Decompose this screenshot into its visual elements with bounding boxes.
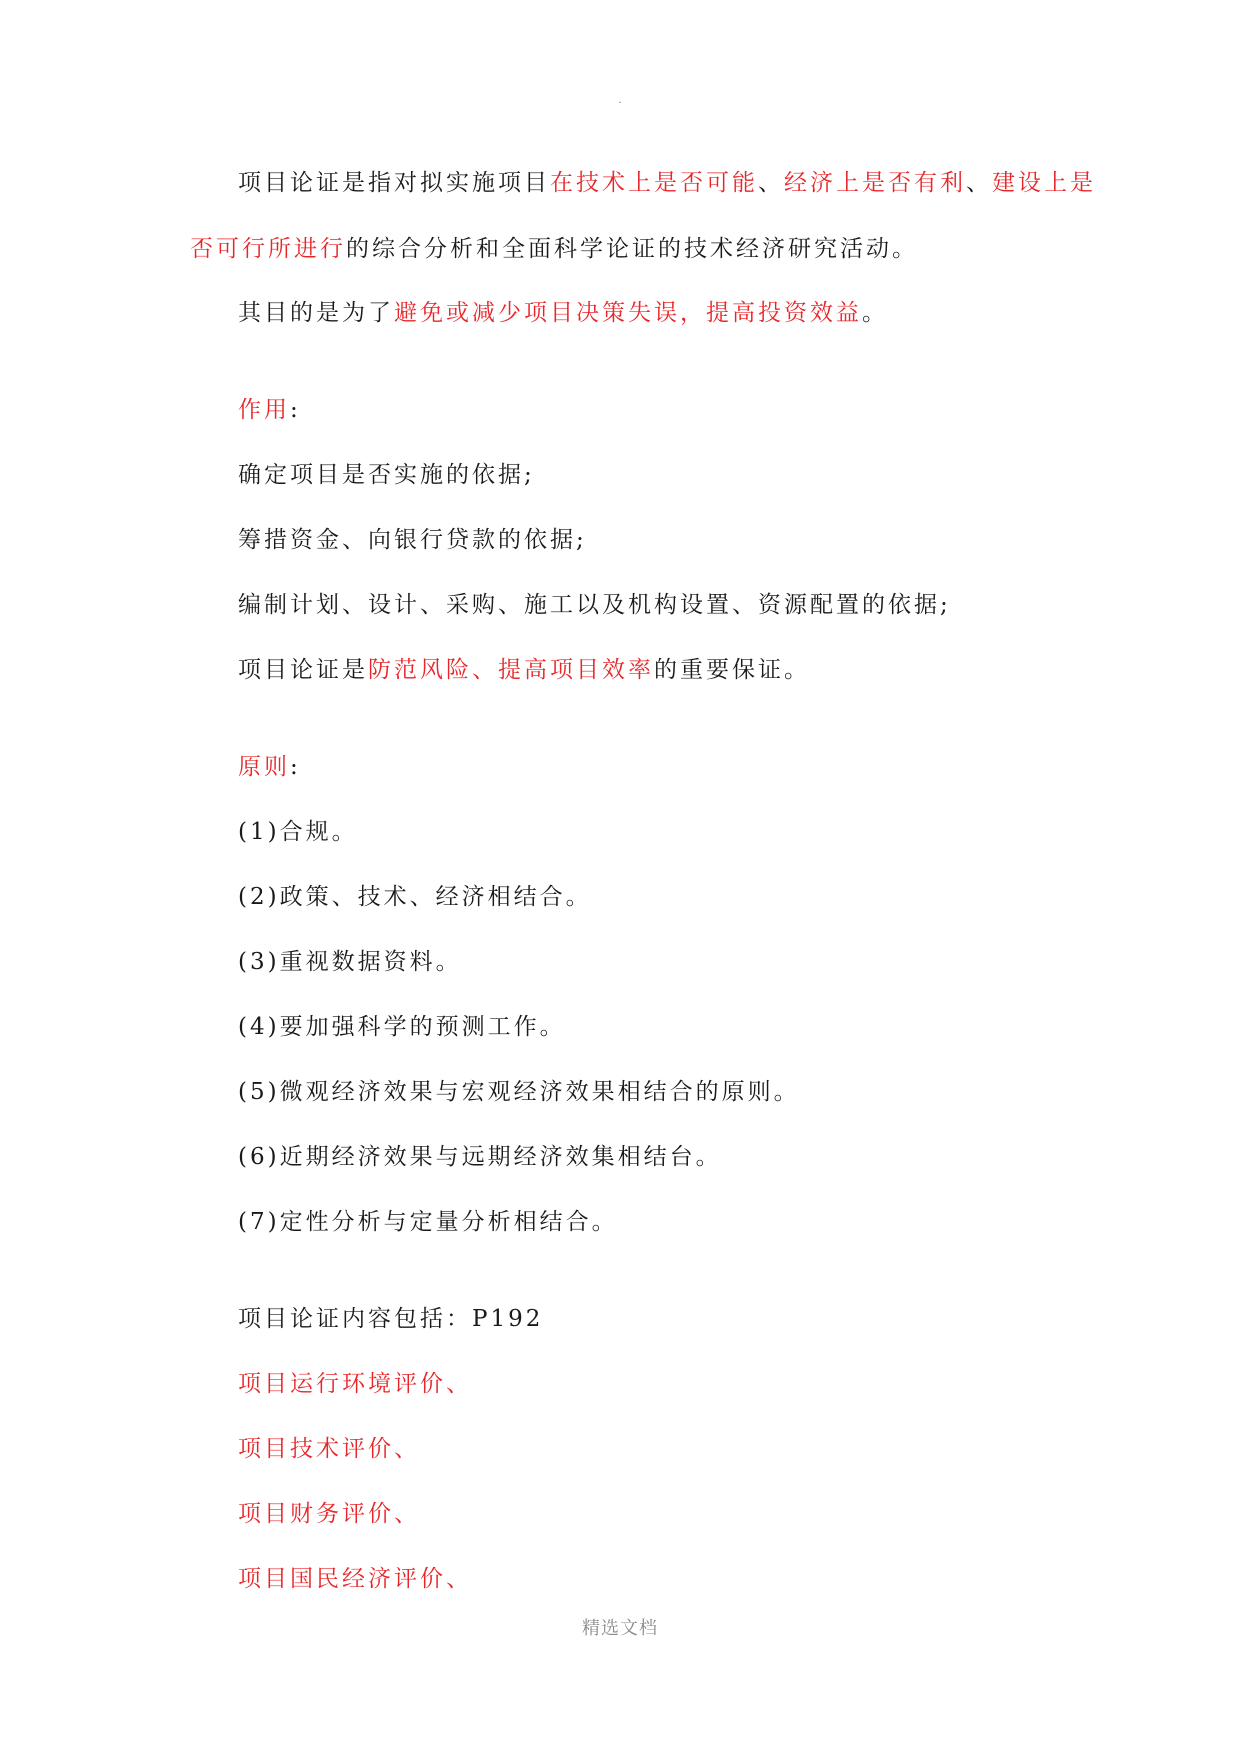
highlight-text: 经济上是否有利 bbox=[784, 170, 966, 196]
content-item-4: 项目国民经济评价、 bbox=[238, 1566, 472, 1592]
content-item-1: 项目运行环境评价、 bbox=[238, 1371, 472, 1397]
role-heading-colon: : bbox=[290, 397, 301, 423]
highlight-text: 在技术上是否可能 bbox=[550, 170, 758, 196]
principle-item-6: (6)近期经济效果与远期经济效集相结台。 bbox=[238, 1144, 722, 1170]
intro-text: 其目的是为了 bbox=[238, 300, 394, 326]
intro-text: 项目论证是指对拟实施项目 bbox=[238, 170, 550, 196]
intro-text: 的综合分析和全面科学论证的技术经济研究活动。 bbox=[346, 236, 918, 262]
highlight-text: 防范风险、提高项目效率 bbox=[368, 657, 654, 683]
header-mark: . bbox=[618, 95, 622, 106]
intro-line-3 bbox=[238, 298, 888, 328]
content-item-2: 项目技术评价、 bbox=[238, 1436, 420, 1462]
highlight-text: 建设上是 bbox=[992, 170, 1096, 196]
role-heading bbox=[238, 395, 301, 425]
principle-item-7: (7)定性分析与定量分析相结合。 bbox=[238, 1209, 618, 1235]
intro-line-2 bbox=[190, 234, 918, 264]
principle-item-3: (3)重视数据资料。 bbox=[238, 949, 462, 975]
principles-heading bbox=[238, 752, 301, 782]
intro-line-1 bbox=[238, 168, 1096, 198]
principle-item-1: (1)合规。 bbox=[238, 819, 358, 845]
intro-text: 。 bbox=[862, 300, 888, 326]
content-item-3: 项目财务评价、 bbox=[238, 1501, 420, 1527]
highlight-text: 否可行所进行 bbox=[190, 236, 346, 262]
principles-heading-label: 原则 bbox=[238, 754, 290, 780]
content-heading: 项目论证内容包括：P192 bbox=[238, 1306, 544, 1332]
intro-text: 、 bbox=[966, 170, 992, 196]
page-footer: 精选文档 bbox=[582, 1618, 658, 1639]
role-summary bbox=[238, 655, 810, 685]
principle-item-5: (5)微观经济效果与宏观经济效果相结合的原则。 bbox=[238, 1079, 800, 1105]
principle-item-2: (2)政策、技术、经济相结合。 bbox=[238, 884, 592, 910]
highlight-text: 避免或减少项目决策失误，提高投资效益 bbox=[394, 300, 862, 326]
principles-heading-colon: : bbox=[290, 754, 301, 780]
role-heading-label: 作用 bbox=[238, 397, 290, 423]
role-summary-text: 的重要保证。 bbox=[654, 657, 810, 683]
role-item-3: 编制计划、设计、采购、施工以及机构设置、资源配置的依据; bbox=[238, 592, 951, 618]
role-item-1: 确定项目是否实施的依据; bbox=[238, 462, 535, 488]
principle-item-4: (4)要加强科学的预测工作。 bbox=[238, 1014, 566, 1040]
role-summary-text: 项目论证是 bbox=[238, 657, 368, 683]
role-item-2: 筹措资金、向银行贷款的依据; bbox=[238, 527, 587, 553]
intro-text: 、 bbox=[758, 170, 784, 196]
